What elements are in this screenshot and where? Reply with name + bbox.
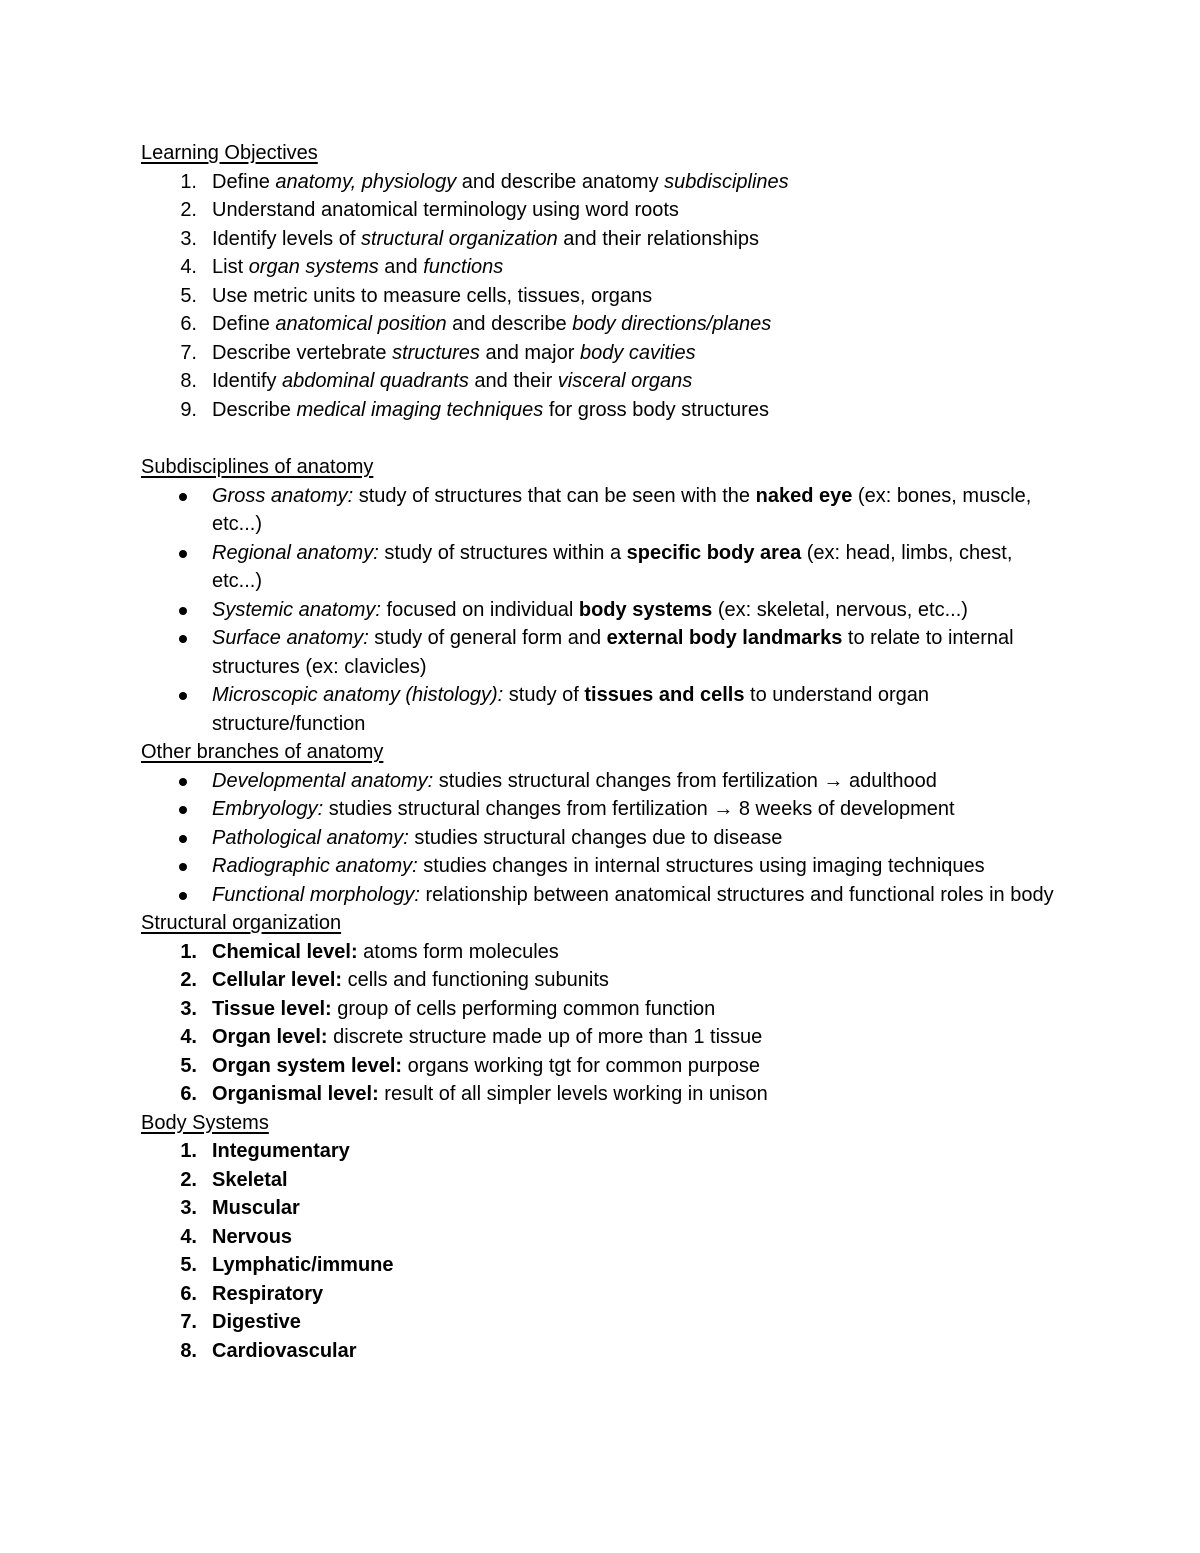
objective-item: 2. Understand anatomical terminology using word roots	[180, 199, 679, 221]
body-systems-heading: Body Systems	[141, 1111, 269, 1134]
subdisciplines-list	[141, 482, 1061, 739]
bullet-icon	[179, 607, 187, 615]
objective-item: 5. Use metric units to measure cells, tissues, organs	[180, 284, 653, 307]
branch-item: Developmental anatomy: studies structural changes from fertilization → adulthood	[141, 767, 1061, 796]
bullet-icon	[179, 692, 187, 700]
level-item: 2. Cellular level: cells and functioning subunits	[180, 969, 609, 991]
objective-item: 9. Describe medical imaging techniques for gross body structures	[180, 398, 769, 421]
branch-item: Radiographic anatomy: studies changes in internal structures using imaging techniques	[141, 852, 1061, 881]
subdiscipline-item: Regional anatomy: study of structures within a specific body area (ex: head, limbs, chest, etc...)	[141, 539, 1061, 596]
body-system-item: 1. Integumentary	[180, 1140, 350, 1162]
bullet-icon	[179, 863, 187, 871]
other-branches-heading: Other branches of anatomy	[141, 741, 384, 763]
body-system-item: 8. Cardiovascular	[180, 1339, 357, 1362]
bullet-icon	[179, 892, 187, 900]
body-system-item: 5. Lymphatic/immune	[180, 1254, 394, 1276]
other-branches-section	[141, 738, 1061, 909]
objective-item: 4. List organ systems and functions	[180, 256, 504, 278]
body-systems-list	[141, 1137, 1061, 1365]
structural-organization-heading: Structural organization	[141, 912, 342, 934]
objective-item: 8. Identify abdominal quadrants and their visceral organs	[180, 370, 693, 392]
objective-item: 7. Describe vertebrate structures and major body cavities	[180, 341, 696, 364]
level-item: 5. Organ system level: organs working tgt for common purpose	[180, 1054, 761, 1077]
bullet-icon	[179, 550, 187, 558]
structural-organization-list	[141, 938, 1061, 1109]
bullet-icon	[179, 778, 187, 786]
learning-objectives-section	[141, 139, 1061, 424]
other-branches-list	[141, 767, 1061, 910]
subdiscipline-item: Microscopic anatomy (histology): study of tissues and cells to understand organ structure/function	[141, 681, 1061, 738]
body-system-item: 6. Respiratory	[180, 1282, 324, 1305]
bullet-icon	[179, 806, 187, 814]
body-system-item: 7. Digestive	[180, 1311, 301, 1333]
objective-item: 1. Define anatomy, physiology and describe anatomy subdisciplines	[180, 170, 789, 193]
level-item: 3. Tissue level: group of cells performing common function	[180, 997, 716, 1020]
subdiscipline-item: Surface anatomy: study of general form and external body landmarks to relate to internal structures (ex: clavicles)	[141, 624, 1061, 681]
bullet-icon	[179, 635, 187, 643]
objective-item: 6. Define anatomical position and describe body directions/planes	[180, 313, 772, 335]
body-system-item: 4. Nervous	[180, 1225, 293, 1248]
body-systems-section	[141, 1109, 1061, 1366]
document-page	[141, 139, 1061, 1365]
learning-objectives-list	[141, 168, 1061, 425]
subdiscipline-item: Gross anatomy: study of structures that can be seen with the naked eye (ex: bones, muscle, etc...)	[141, 482, 1061, 539]
level-item: 1. Chemical level: atoms form molecules	[180, 940, 559, 963]
learning-objectives-heading: Learning Objectives	[141, 142, 318, 164]
branch-item: Functional morphology: relationship between anatomical structures and functional roles in body	[141, 881, 1061, 910]
structural-organization-section	[141, 909, 1061, 1109]
subdisciplines-section	[141, 453, 1061, 738]
level-item: 6. Organismal level: result of all simpler levels working in unison	[180, 1083, 768, 1105]
bullet-icon	[179, 493, 187, 501]
subdiscipline-item: Systemic anatomy: focused on individual body systems (ex: skeletal, nervous, etc...)	[141, 596, 1061, 625]
subdisciplines-heading: Subdisciplines of anatomy	[141, 456, 374, 478]
body-system-item: 3. Muscular	[180, 1197, 300, 1219]
branch-item: Pathological anatomy: studies structural changes due to disease	[141, 824, 1061, 853]
level-item: 4. Organ level: discrete structure made up of more than 1 tissue	[180, 1026, 763, 1048]
branch-item: Embryology: studies structural changes from fertilization → 8 weeks of development	[141, 795, 1061, 824]
bullet-icon	[179, 835, 187, 843]
section-spacer	[141, 424, 1061, 453]
objective-item: 3. Identify levels of structural organization and their relationships	[180, 227, 759, 250]
body-system-item: 2. Skeletal	[180, 1168, 288, 1191]
